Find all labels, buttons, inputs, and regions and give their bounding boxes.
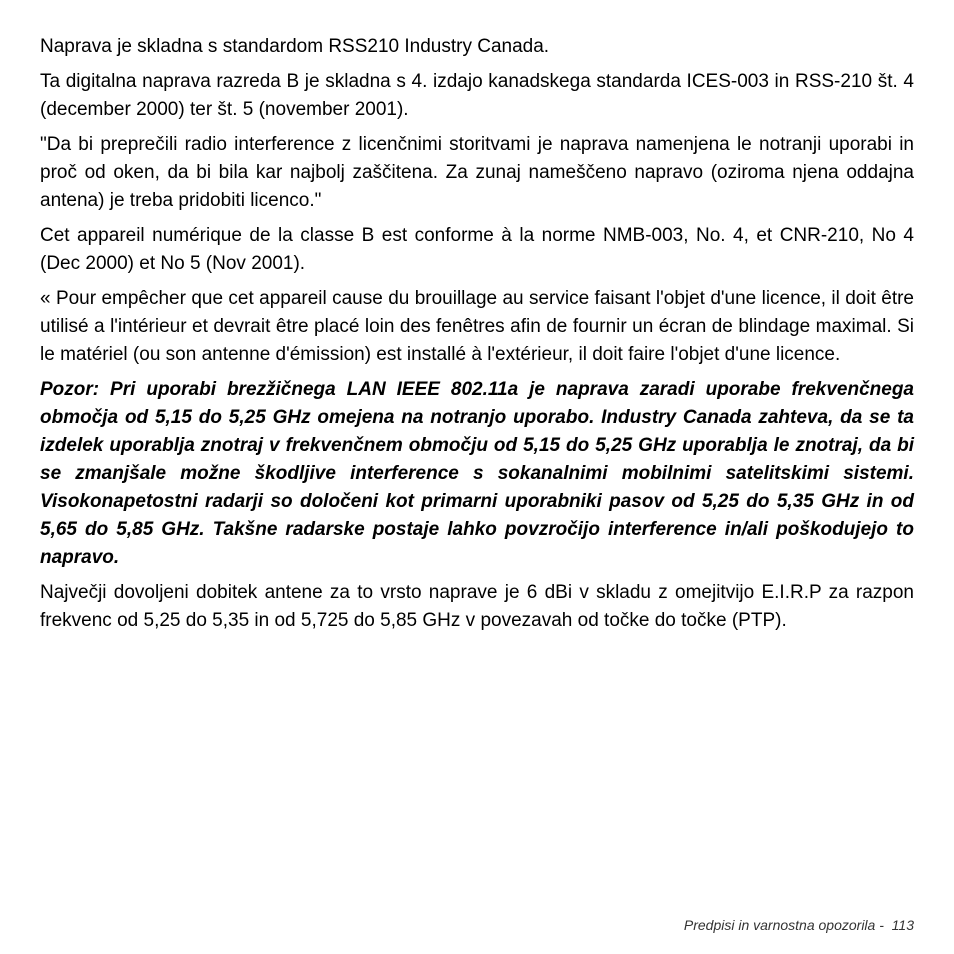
page-footer — [684, 917, 914, 933]
footer-section-title: Predpisi in varnostna opozorila - — [683, 917, 892, 933]
paragraph-antenna-gain: Največji dovoljeni dobitek antene za to vrsto naprave je 6 dBi v skladu z omejitvijo E.I.R.P za razpon frekvenc od 5,25 do 5,35 in od 5,725 do 5,85 GHz v povezavah od točke do točke (PTP). — [40, 582, 914, 631]
document-body — [40, 33, 914, 642]
paragraph-licence-french: « Pour empêcher que cet appareil cause du brouillage au service faisant l'objet d'une licence, il doit être utilisé a l'intérieur et devrait être placé loin des fenêtres afin de fournir un écran de blindage maximal. Si le matériel (ou son antenne d'émission) est installé à l'extérieur, il doit faire l'objet d'une licence. — [40, 288, 914, 365]
page-number: 113 — [891, 917, 914, 933]
warning-paragraph: Pozor: Pri uporabi brezžičnega LAN IEEE 802.11a je naprava zaradi uporabe frekvenčnega območja od 5,15 do 5,25 GHz omejena na notranjo uporabo. Industry Canada zahteva, da se ta izdelek uporablja znotraj v frekvenčnem območju od 5,15 do 5,25 GHz uporablja le znotraj, da bi se zmanjšale možne škodljive interference s sokanalnimi mobilnimi satelitskimi sistemi. Visokonapetostni radarji so določeni kot primarni uporabniki pasov od 5,25 do 5,35 GHz in od 5,65 do 5,85 GHz. Takšne radarske postaje lahko povzročijo interference in/ali poškodujejo to napravo. — [40, 379, 914, 568]
paragraph-nmb003-french: Cet appareil numérique de la classe B est conforme à la norme NMB-003, No. 4, et CNR-210, No 4 (Dec 2000) et No 5 (Nov 2001). — [40, 225, 914, 274]
paragraph-rss210: Naprava je skladna s standardom RSS210 Industry Canada. — [40, 36, 550, 57]
paragraph-ices003: Ta digitalna naprava razreda B je skladna s 4. izdajo kanadskega standarda ICES-003 in RSS-210 št. 4 (december 2000) ter št. 5 (november 2001). — [40, 71, 914, 120]
paragraph-licence-slovene: "Da bi preprečili radio interference z licenčnimi storitvami je naprava namenjena le notranji uporabi in proč od oken, da bi bila kar najbolj zaščitena. Za zunaj nameščeno napravo (oziroma njena oddajna antena) je treba pridobiti licenco." — [40, 134, 914, 211]
